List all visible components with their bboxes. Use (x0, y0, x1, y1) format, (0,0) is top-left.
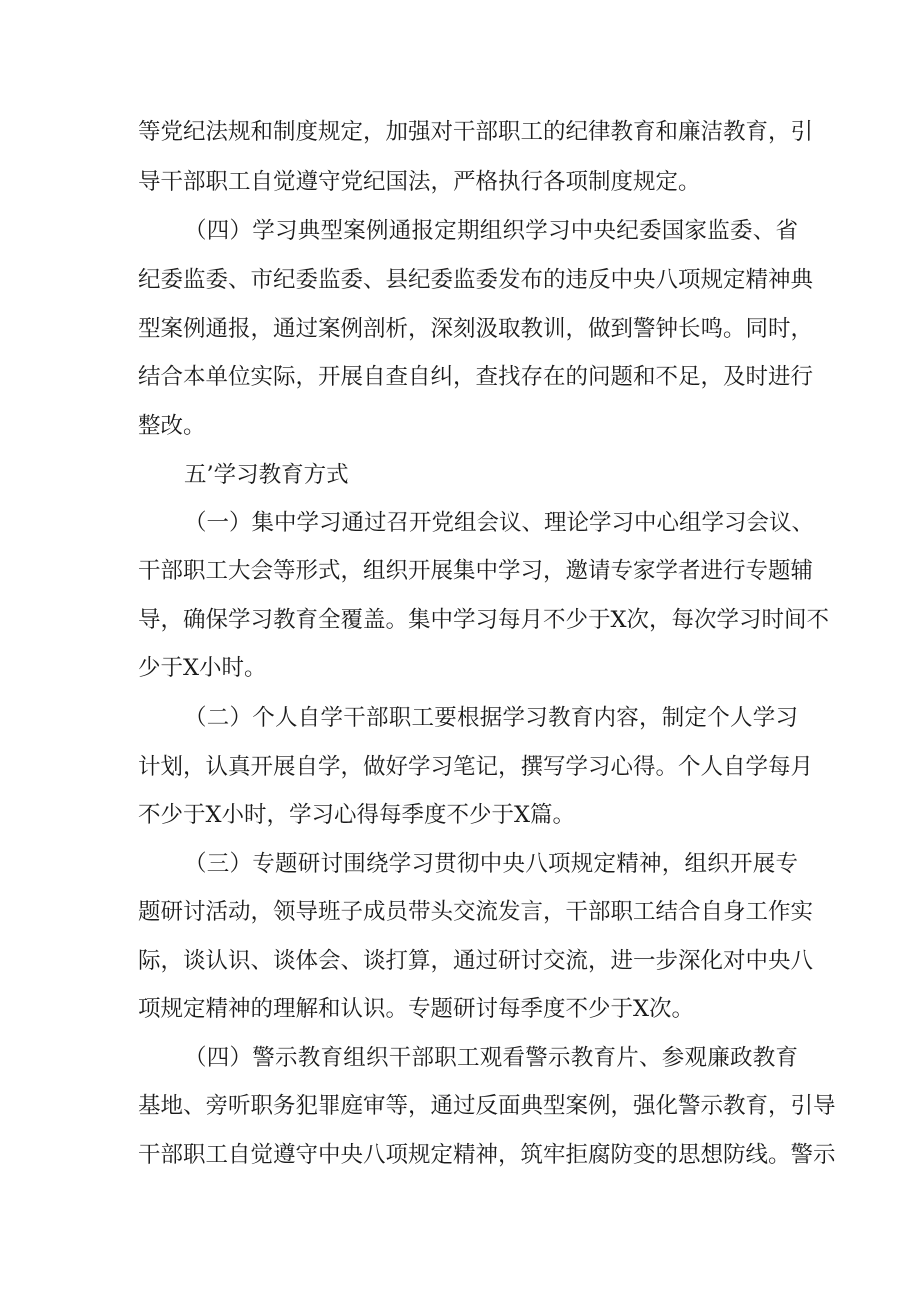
section-heading: 五’学习教育方式 (184, 462, 349, 488)
paragraph-line: （二）个人自学干部职工要根据学习教育内容，制定个人学习 (184, 705, 798, 731)
paragraph-line: （一）集中学习通过召开党组会议、理论学习中心组学习会议、 (184, 510, 815, 536)
paragraph-line: 干部职工自觉遵守中央八项规定精神，筑牢拒腐防变的思想防线。警示 (138, 1142, 836, 1168)
paragraph-line: 导，确保学习教育全覆盖。集中学习每月不少于X次，每次学习时间不 (138, 607, 830, 633)
paragraph-line: 项规定精神的理解和认识。专题研讨每季度不少于X次。 (138, 996, 695, 1022)
paragraph-line: 型案例通报，通过案例剖析，深刻汲取教训，做到警钟长鸣。同时， (138, 316, 814, 342)
paragraph-line: 题研讨活动，领导班子成员带头交流发言，干部职工结合自身工作实 (138, 899, 814, 925)
paragraph-line: 等党纪法规和制度规定，加强对干部职工的纪律教育和廉洁教育，引 (138, 119, 814, 145)
paragraph-line: 整改。 (138, 413, 206, 439)
paragraph-line: （四）学习典型案例通报定期组织学习中央纪委国家监委、省 (184, 218, 798, 244)
paragraph-line: 计划，认真开展自学，做好学习笔记，撰写学习心得。个人自学每月 (138, 754, 814, 780)
paragraph-line: 少于X小时。 (138, 655, 267, 681)
paragraph-line: （三）专题研讨围绕学习贯彻中央八项规定精神，组织开展专 (184, 851, 798, 877)
paragraph-line: 导干部职工自觉遵守党纪国法，严格执行各项制度规定。 (138, 169, 701, 195)
paragraph-line: （四）警示教育组织干部职工观看警示教育片、参观廉政教育 (184, 1045, 798, 1071)
paragraph-line: 结合本单位实际，开展自查自纠，查找存在的问题和不足，及时进行 (138, 364, 814, 390)
paragraph-line: 不少于X小时，学习心得每季度不少于X篇。 (138, 802, 576, 828)
paragraph-line: 干部职工大会等形式，组织开展集中学习，邀请专家学者进行专题辅 (138, 558, 814, 584)
paragraph-line: 际，谈认识、谈体会、谈打算，通过研讨交流，进一步深化对中央八 (138, 948, 814, 974)
paragraph-line: 纪委监委、市纪委监委、县纪委监委发布的违反中央八项规定精神典 (138, 267, 814, 293)
paragraph-line: 基地、旁听职务犯罪庭审等，通过反面典型案例，强化警示教育，引导 (138, 1093, 836, 1119)
